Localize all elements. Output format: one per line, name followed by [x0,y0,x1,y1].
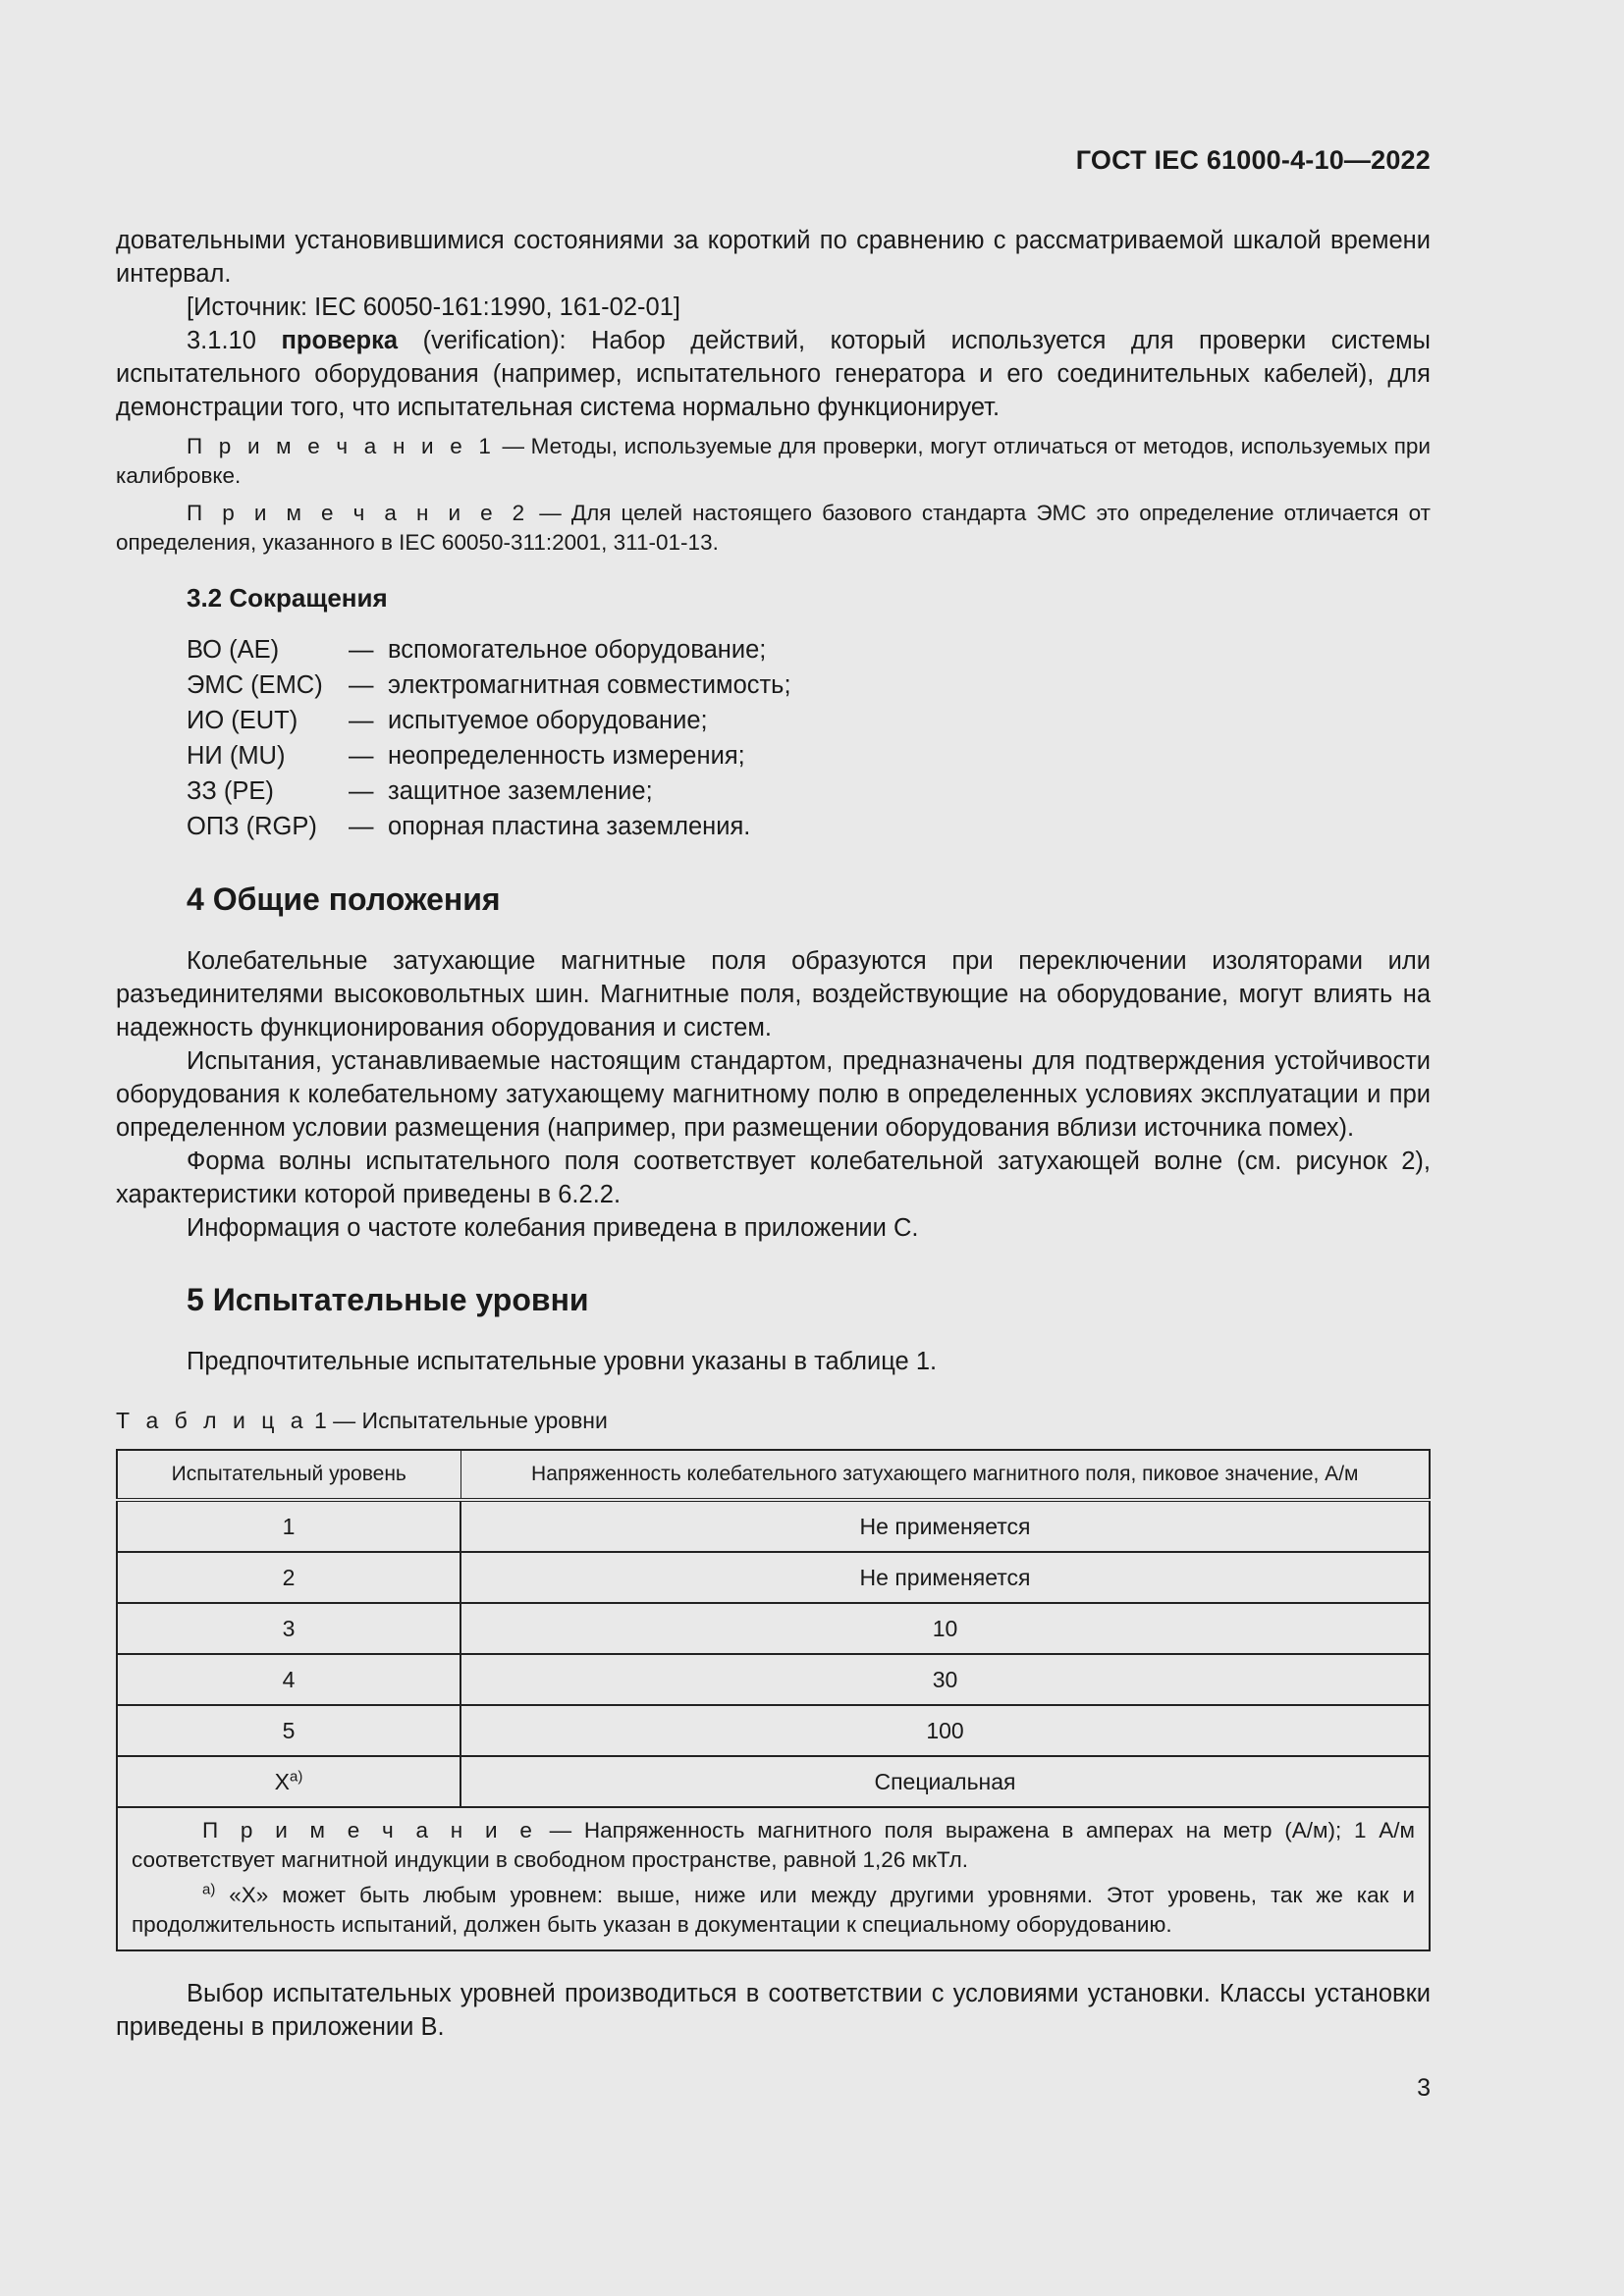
abbreviation-key: ЭМС (EMC) [187,671,323,699]
value-cell: Не применяется [460,1500,1430,1552]
term-definition [116,324,1431,424]
table-header-row [117,1450,1430,1500]
table-row [117,1552,1430,1603]
section-5-paragraph: Выбор испытательных уровней производиться в соответствии с условиями установки. Классы установки приведены в приложении В. [116,1980,1431,2041]
table-row [117,1705,1430,1756]
value-cell: 10 [460,1603,1430,1654]
note-1-label: П р и м е ч а н и е 1 [187,434,496,458]
abbreviation-desc: опорная пластина заземления. [388,813,751,840]
abbreviation-desc: вспомогательное оборудование; [388,636,767,664]
section-5-paragraph: Предпочтительные испытательные уровни указаны в таблице 1. [187,1348,938,1375]
table-note-cell [117,1807,1430,1950]
table-caption-text: 1 — Испытательные уровни [307,1408,608,1433]
subsection-title: 3.2 Сокращения [187,583,388,613]
section-4-paragraph: Испытания, устанавливаемые настоящим стандартом, предназначены для подтверждения устойчивости оборудования к колебательному затухающему магнитному полю в определенных условиях эксплуатации и при определенном условии размещения (например, при размещении оборудования вблизи источника помех). [116,1047,1431,1142]
abbreviation-key: НИ (MU) [187,742,286,770]
abbreviation-desc: защитное заземление; [388,777,653,805]
level-cell: 5 [117,1705,460,1756]
page-content [116,224,1431,2044]
level-cell: 2 [117,1552,460,1603]
section-5-title: 5 Испытательные уровни [187,1282,589,1317]
abbreviation-item [187,667,1431,703]
page-number: 3 [1417,2074,1431,2102]
note-1 [116,432,1431,491]
table-note-text: — Напряженность магнитного поля выражена в амперах на метр (А/м); 1 А/м соответствует магнитной индукции в свободном пространстве, равной 1,26 мкТл. [132,1818,1415,1872]
dash: — [349,671,374,699]
test-levels-table [116,1449,1431,1951]
abbreviation-item [187,632,1431,667]
table-row [117,1756,1430,1807]
table-note-label: П р и м е ч а н и е [202,1818,537,1842]
table-footnote [132,1881,1415,1940]
abbreviation-key: ЗЗ (PE) [187,777,274,805]
dash: — [349,777,374,805]
table-footnote-text: «X» может быть любым уровнем: выше, ниже или между другими уровнями. Этот уровень, так же как и продолжительность испытаний, должен быть указан в документации к специальному оборудованию. [132,1883,1415,1937]
abbreviation-item [187,809,1431,844]
dash: — [349,813,374,840]
document-header: ГОСТ IEC 61000-4-10—2022 [1075,145,1431,175]
section-4-paragraph: Форма волны испытательного поля соответствует колебательной затухающей волне (см. рисунок 2), характеристики которой приведены в 6.2.2. [116,1148,1431,1208]
dash: — [349,742,374,770]
abbreviation-item [187,738,1431,774]
column-header-field-strength: Напряженность колебательного затухающего магнитного поля, пиковое значение, А/м [460,1450,1430,1500]
table-caption [116,1404,1431,1437]
value-cell: Специальная [460,1756,1430,1807]
value-cell: Не применяется [460,1552,1430,1603]
term-name: проверка [281,327,399,354]
footnote-mark: а) [202,1881,216,1898]
level-cell: 1 [117,1500,460,1552]
dash: — [349,636,374,664]
level-value: X [274,1769,290,1794]
level-cell: 4 [117,1654,460,1705]
section-4-paragraph: Колебательные затухающие магнитные поля образуются при переключении изоляторами или разъединителями высоковольтных шин. Магнитные поля, воздействующие на оборудование, могут влиять на надежность функционирования оборудования и систем. [116,947,1431,1041]
table-row [117,1500,1430,1552]
abbreviation-key: ИО (EUT) [187,707,298,734]
note-2-text: — Для целей настоящего базового стандарта ЭМС это определение отличается от определения, указанного в IEC 60050-311:2001, 311-01-13. [116,501,1431,555]
abbreviation-item [187,703,1431,738]
continued-paragraph: довательными установившимися состояниями за короткий по сравнению с рассматриваемой шкалой времени интервал. [116,227,1431,288]
abbreviation-item [187,774,1431,809]
abbreviation-key: ВО (AE) [187,636,280,664]
note-1-text: — Методы, используемые для проверки, могут отличаться от методов, используемых при калибровке. [116,434,1431,488]
column-header-level: Испытательный уровень [117,1450,460,1500]
abbreviation-key: ОПЗ (RGP) [187,813,317,840]
abbreviation-desc: электромагнитная совместимость; [388,671,791,699]
table-row [117,1603,1430,1654]
note-2 [116,499,1431,558]
abbreviation-desc: испытуемое оборудование; [388,707,708,734]
source-reference: [Источник: IEC 60050-161:1990, 161-02-01] [187,294,680,321]
footnote-marker: а) [290,1768,303,1786]
table-note-row [117,1807,1430,1950]
term-definition-text: (verification): Набор действий, который используется для проверки системы испытательного оборудования (например, испытательного генератора и его соединительных кабелей), для демонстрации того, что испытательная система нормально функционирует. [116,327,1431,421]
table-row [117,1654,1430,1705]
dash: — [349,707,374,734]
value-cell: 30 [460,1654,1430,1705]
term-number: 3.1.10 [187,327,256,354]
section-4-title: 4 Общие положения [187,881,501,917]
level-cell [117,1756,460,1807]
section-4-paragraph: Информация о частоте колебания приведена в приложении С. [187,1214,919,1242]
value-cell: 100 [460,1705,1430,1756]
table-caption-label: Т а б л и ц а [116,1408,308,1433]
abbreviation-desc: неопределенность измерения; [388,742,745,770]
abbreviation-list [187,632,1431,844]
table-note [132,1816,1415,1875]
note-2-label: П р и м е ч а н и е 2 [187,501,530,525]
level-cell: 3 [117,1603,460,1654]
